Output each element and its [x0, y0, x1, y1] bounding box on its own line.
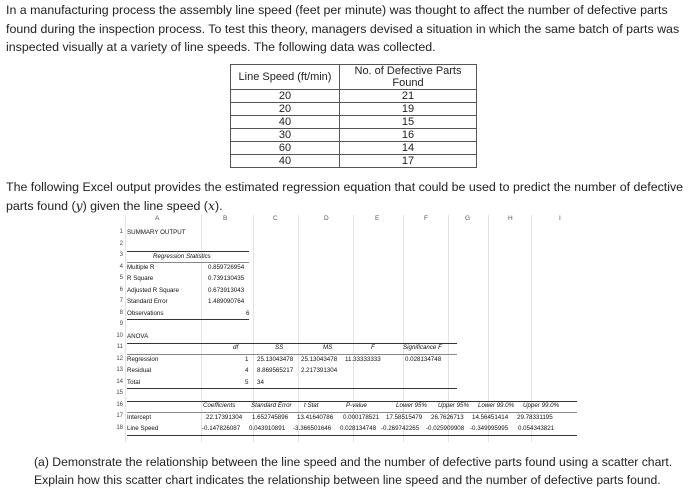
- cell-speed: 40: [231, 116, 340, 129]
- anova-df: 5: [245, 379, 249, 386]
- row-number: 5: [119, 275, 123, 281]
- row-number: 10: [116, 333, 123, 339]
- stat-label: R Square: [127, 275, 154, 282]
- problem-intro: In a manufacturing process the assembly line speed (feet per minute) was thought to affect the number of defective parts found during the inspection process. To test this theory, managers devised a situation in which the same batch of parts was inspected visually at a variety of line speeds. The following data was collected.: [6, 3, 680, 54]
- row-number: 4: [119, 264, 123, 270]
- coef-value: 26.7626713: [431, 414, 464, 421]
- table-row: [231, 116, 477, 129]
- anova-header-significance-f: Significance F: [403, 344, 442, 351]
- coef-value: 22.17391304: [206, 414, 243, 421]
- cell-speed: 30: [231, 129, 340, 142]
- anova-ss: 25.13043478: [257, 356, 294, 363]
- data-table-header-row: [231, 65, 477, 90]
- cell-speed: 60: [231, 142, 340, 155]
- row-number: 12: [116, 356, 123, 362]
- coef-value: 13.41640786: [297, 414, 334, 421]
- coef-header: Lower 99.0%: [478, 402, 515, 409]
- coef-header: Upper 99.0%: [523, 402, 560, 409]
- coef-value: -0.269742265: [381, 425, 420, 432]
- table-row: [231, 103, 477, 116]
- cell-defects: 15: [340, 116, 477, 129]
- row-number: 3: [119, 252, 123, 258]
- anova-f: 11.33333333: [345, 356, 381, 363]
- col-header-d: D: [324, 215, 329, 222]
- stat-value: 0.739130435: [208, 275, 245, 282]
- coef-value: 0.043910891: [249, 425, 286, 432]
- anova-df: 1: [245, 356, 249, 363]
- anova-header-df: df: [233, 344, 239, 351]
- stat-value: 0.673913043: [208, 287, 245, 294]
- coef-header: t Stat: [304, 402, 319, 409]
- coef-value: 0.000178521: [343, 414, 380, 421]
- coef-value: 17.58515479: [386, 414, 423, 421]
- row-number: 9: [119, 321, 123, 327]
- cell-defects: 14: [340, 142, 477, 155]
- anova-df: 4: [245, 367, 249, 374]
- data-table: [230, 64, 477, 168]
- anova-ss: 34: [257, 379, 264, 386]
- coef-value: 1.652745896: [252, 414, 289, 421]
- coef-value: -0.147826087: [202, 425, 241, 432]
- coef-value: 0.028134748: [340, 425, 377, 432]
- anova-ms: 2.217391304: [301, 367, 338, 374]
- row-number: 17: [116, 413, 123, 419]
- coef-value: 14.56451414: [472, 414, 509, 421]
- row-number: 2: [119, 241, 123, 247]
- coef-header: Standard Error: [251, 402, 292, 409]
- row-number: 6: [119, 287, 123, 293]
- row-number: 14: [116, 379, 123, 385]
- col-header-a: A: [155, 215, 160, 222]
- anova-row-label: Total: [127, 379, 141, 386]
- anova-significance-f: 0.028134748: [405, 356, 442, 363]
- coef-header: Upper 95%: [438, 402, 469, 409]
- table-row: [231, 155, 477, 168]
- coef-header: Coefficients: [203, 402, 236, 409]
- row-number: 8: [119, 310, 123, 316]
- mid-text-b: ) given the line speed (: [82, 198, 208, 213]
- excel-regression-output: [113, 215, 578, 442]
- row-number: 7: [119, 298, 123, 304]
- mid-text-c: ).: [214, 198, 223, 213]
- coef-row-label: Intercept: [127, 414, 152, 421]
- stat-label: Observations: [127, 310, 164, 317]
- coef-header: Lower 95%: [396, 402, 427, 409]
- stat-label: Multiple R: [127, 264, 155, 271]
- header-line-speed: Line Speed (ft/min): [231, 65, 340, 90]
- cell-defects: 17: [340, 155, 477, 168]
- col-header-h: H: [508, 215, 513, 222]
- table-row: [231, 142, 477, 155]
- anova-row-label: Regression: [127, 356, 159, 363]
- var-x: x: [207, 197, 215, 213]
- stat-label: Standard Error: [127, 298, 168, 305]
- col-header-b: B: [223, 215, 228, 222]
- row-number: 15: [116, 390, 123, 396]
- anova-ms: 25.13043478: [301, 356, 338, 363]
- cell-defects: 16: [340, 129, 477, 142]
- row-number: 16: [116, 402, 123, 408]
- anova-header-f: F: [371, 344, 375, 351]
- var-y: y: [75, 197, 83, 213]
- table-row: [231, 90, 477, 103]
- col-header-f: F: [424, 215, 428, 222]
- cell-speed: 40: [231, 155, 340, 168]
- coef-value: -0.349995995: [470, 425, 509, 432]
- row-number: 13: [116, 367, 123, 373]
- table-row: [231, 129, 477, 142]
- coef-value: -3.366501646: [293, 425, 332, 432]
- cell-defects: 19: [340, 103, 477, 116]
- col-header-i: I: [559, 215, 561, 222]
- header-defective-parts: No. of Defective Parts Found: [340, 65, 477, 90]
- stat-label: Adjusted R Square: [127, 287, 179, 294]
- coef-value: 0.054343821: [518, 425, 555, 432]
- col-header-g: G: [465, 215, 471, 222]
- coef-value: -0.025909908: [426, 425, 465, 432]
- anova-header-ms: MS: [323, 344, 333, 351]
- excel-intro-text: [6, 178, 696, 215]
- row-number: 18: [116, 425, 123, 431]
- row-number: 11: [116, 344, 123, 350]
- summary-output-label: SUMMARY OUTPUT: [127, 229, 186, 236]
- stat-value: 6: [246, 310, 250, 317]
- coef-value: 29.78331195: [517, 414, 553, 421]
- stat-value: 1.489090764: [208, 298, 245, 305]
- col-header-e: E: [375, 215, 380, 222]
- coef-header: P-value: [346, 402, 367, 409]
- cell-speed: 20: [231, 90, 340, 103]
- question-a: (a) Demonstrate the relationship between the line speed and the number of defective parts found using a scatter chart. Explain how this scatter chart indicates the relationship between line speed and the number of defective parts found.: [34, 455, 673, 487]
- regression-statistics-title: Regression Statistics: [153, 253, 211, 260]
- anova-header-ss: SS: [275, 344, 284, 351]
- cell-speed: 20: [231, 103, 340, 116]
- anova-row-label: Residual: [127, 367, 152, 374]
- col-header-c: C: [273, 215, 278, 222]
- coef-row-label: Line Speed: [127, 425, 159, 432]
- row-number: 1: [119, 229, 123, 235]
- cell-defects: 21: [340, 90, 477, 103]
- anova-ss: 8.869565217: [257, 367, 294, 374]
- mid-text-a: The following Excel output provides the estimated regression equation that could be used to predict the number of defective parts found (: [6, 180, 684, 213]
- stat-value: 0.859726954: [208, 264, 245, 271]
- anova-label: ANOVA: [127, 333, 149, 340]
